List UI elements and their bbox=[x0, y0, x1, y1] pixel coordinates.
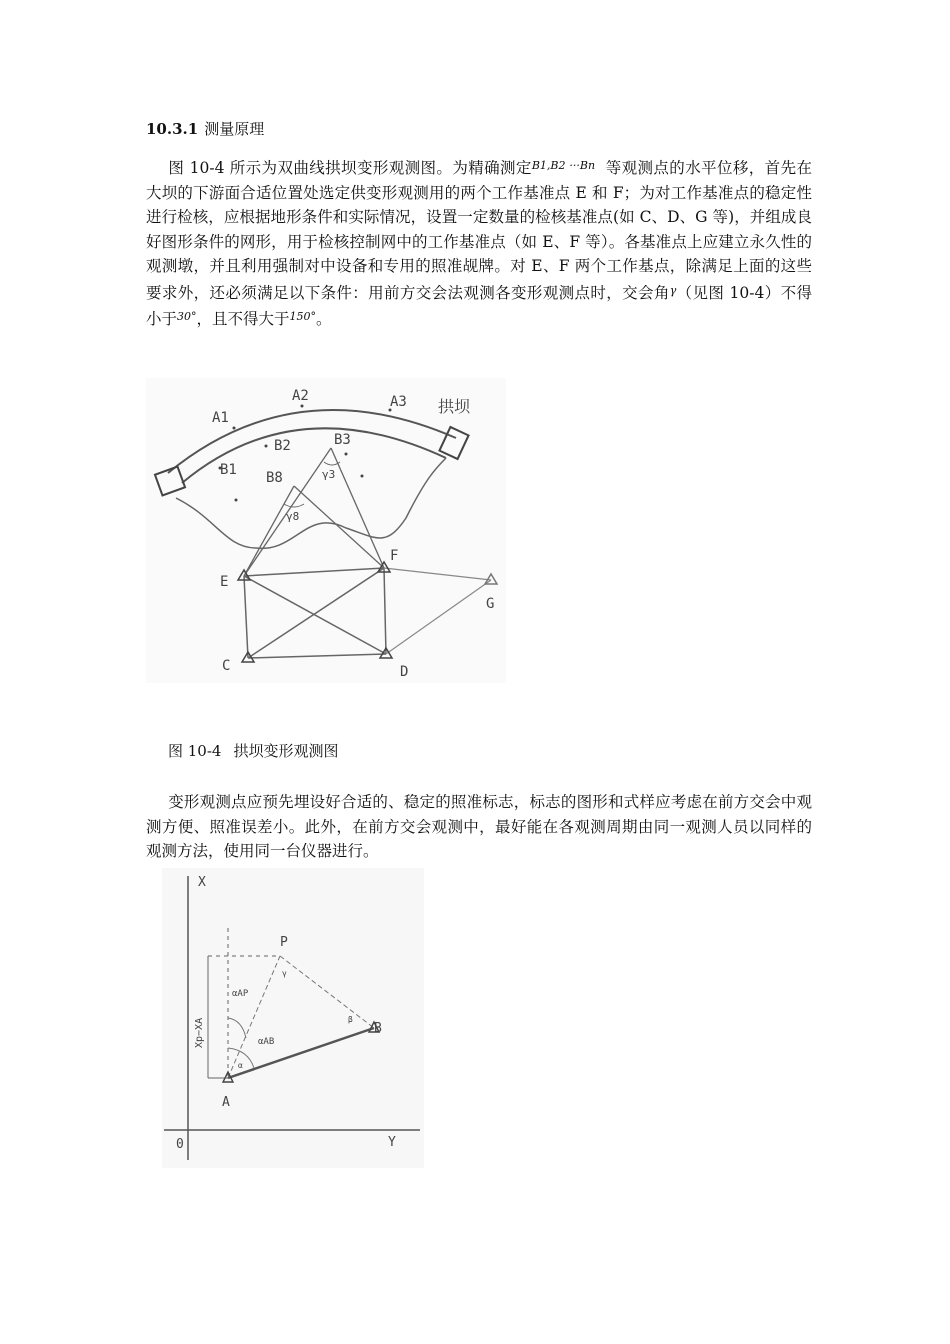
section-number: 10.3.1 bbox=[146, 120, 199, 138]
label-B1: B1 bbox=[220, 462, 237, 478]
paragraph-principle bbox=[146, 154, 812, 332]
label-D: D bbox=[400, 664, 409, 680]
dx-label: Xp−XA bbox=[194, 1017, 205, 1048]
symbol-150-deg: 150° bbox=[289, 310, 317, 323]
alpha-label: α bbox=[238, 1061, 243, 1070]
point-B-label: B bbox=[374, 1021, 382, 1036]
axis-y-label: Y bbox=[388, 1135, 396, 1150]
para1-text-c: （见图 10-4）不得小于 bbox=[146, 283, 812, 328]
beta-label: β bbox=[348, 1015, 353, 1024]
figure-forward-intersection bbox=[162, 868, 424, 1168]
label-B8: B8 bbox=[266, 470, 283, 486]
label-G: G bbox=[486, 596, 495, 612]
section-title: 测量原理 bbox=[204, 120, 265, 138]
label-A2: A2 bbox=[292, 388, 309, 404]
origin-label: 0 bbox=[176, 1137, 184, 1152]
axis-x-label: X bbox=[198, 875, 206, 890]
label-A3: A3 bbox=[390, 394, 407, 410]
para2-text: 变形观测点应预先埋设好合适的、稳定的照准标志，标志的图形和式样应考虑在前方交会中观测方便、照准误差小。此外，在前方交会观测中，最好能在各观测周期由同一观测人员以同样的观测方法，使用同一台仪器进行。 bbox=[146, 793, 812, 860]
point-A-label: A bbox=[222, 1095, 230, 1110]
para1-text-e: 。 bbox=[316, 310, 332, 328]
para1-text-b: 等观测点的水平位移，首先在大坝的下游面合适位置处选定供变形观测用的两个工作基准点 E 和 F；为对工作基准点的稳定性进行检核，应根据地形条件和实际情况，设置一定数量的检核基准点(如 C、D、G 等)，并组成良好图形条件的网形，用于检核控制网中的工作基准点（如 E、F 等）。各基准点上应建立永久性的观测墩，并且利用强制对中设备和专用的照准觇牌。对 E、F 两个工作基点，除满足上面的这些要求外，还必须满足以下条件：用前方交会法观测各变形观测点时，交会角 bbox=[146, 159, 812, 302]
gamma-label: γ bbox=[282, 969, 287, 978]
symbol-b-points: B1,B2 ···Bn bbox=[531, 159, 596, 172]
label-C: C bbox=[222, 658, 231, 674]
caption-title: 拱坝变形观测图 bbox=[233, 742, 339, 760]
label-B2: B2 bbox=[274, 438, 291, 454]
label-gamma3: γ3 bbox=[322, 468, 336, 481]
para1-text-d: ，且不得大于 bbox=[196, 310, 290, 328]
label-A1: A1 bbox=[212, 410, 229, 426]
point-P-label: P bbox=[280, 935, 288, 950]
symbol-30-deg: 30° bbox=[177, 310, 197, 323]
section-heading bbox=[146, 118, 264, 139]
alpha-ap-label: αAP bbox=[232, 989, 249, 999]
label-B3: B3 bbox=[334, 432, 351, 448]
paragraph-observation bbox=[146, 790, 812, 864]
caption-number: 图 10-4 bbox=[168, 742, 222, 760]
figure-arch-dam bbox=[146, 378, 506, 683]
figure-caption bbox=[168, 740, 338, 761]
alpha-ab-label: αAB bbox=[258, 1037, 275, 1047]
label-gamma8: γ8 bbox=[286, 510, 300, 523]
label-E: E bbox=[220, 574, 229, 590]
label-F: F bbox=[390, 548, 399, 564]
para1-text-a: 图 10-4 所示为双曲线拱坝变形观测图。为精确测定 bbox=[168, 159, 532, 177]
symbol-gamma: γ bbox=[669, 283, 677, 297]
label-dam: 拱坝 bbox=[438, 397, 471, 416]
dam-right-block bbox=[439, 427, 468, 459]
